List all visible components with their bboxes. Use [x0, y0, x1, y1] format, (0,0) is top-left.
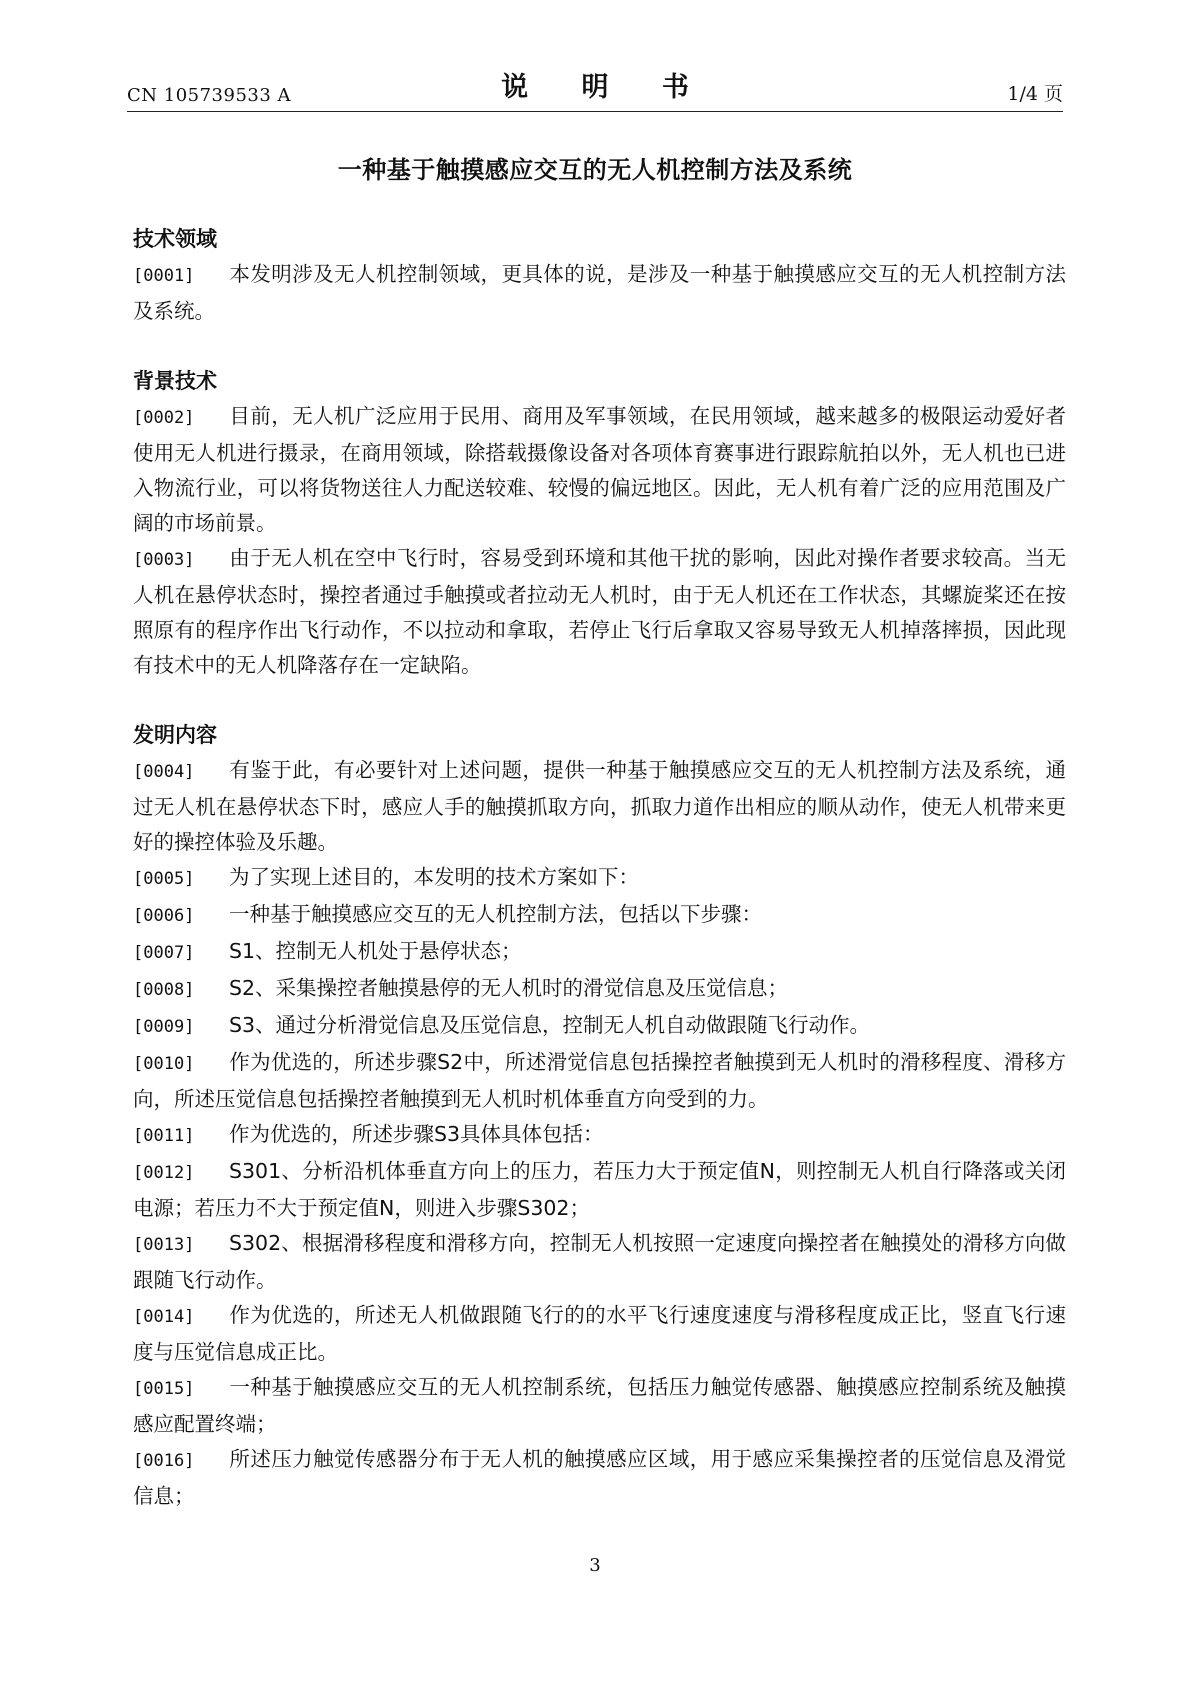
paragraph-number: [0007]	[133, 943, 195, 963]
paragraph	[133, 541, 1066, 683]
paragraph-number: [0004]	[133, 762, 195, 782]
paragraph-number: [0011]	[133, 1126, 195, 1146]
paragraph-number: [0006]	[133, 906, 195, 926]
paragraph-text: 本发明涉及无人机控制领域，更具体的说，是涉及一种基于触摸感应交互的无人机控制方法及系统。	[133, 262, 1066, 323]
section-spacer	[133, 329, 1066, 364]
paragraph-text: 一种基于触摸感应交互的无人机控制方法，包括以下步骤：	[229, 902, 762, 926]
paragraph	[133, 1298, 1066, 1370]
paragraph	[133, 399, 1066, 541]
paragraph-number: [0014]	[133, 1307, 195, 1327]
paragraph-number: [0005]	[133, 869, 195, 889]
paragraph	[133, 897, 1066, 934]
paragraph-number: [0001]	[133, 266, 195, 286]
paragraph-number: [0013]	[133, 1235, 195, 1255]
paragraph-text: 为了实现上述目的，本发明的技术方案如下：	[229, 865, 639, 889]
paragraph	[133, 1045, 1066, 1117]
paragraph-number: [0015]	[133, 1379, 195, 1399]
paragraph-text: S3、通过分析滑觉信息及压觉信息，控制无人机自动做跟随飞行动作。	[229, 1013, 871, 1037]
paragraph	[133, 257, 1066, 329]
paragraph	[133, 971, 1066, 1008]
section-heading: 发明内容	[133, 723, 217, 747]
paragraph-number: [0012]	[133, 1163, 195, 1183]
paragraph-text: 有鉴于此，有必要针对上述问题，提供一种基于触摸感应交互的无人机控制方法及系统，通过无人机在悬停状态下时，感应人手的触摸抓取方向，抓取力道作出相应的顺从动作，使无人机带来更好的操控体验及乐趣。	[133, 758, 1066, 854]
paragraph-number: [0008]	[133, 980, 195, 1000]
paragraph	[133, 1154, 1066, 1226]
paragraph	[133, 1117, 1066, 1154]
paragraph-text: 目前，无人机广泛应用于民用、商用及军事领域，在民用领域，越来越多的极限运动爱好者使用无人机进行摄录，在商用领域，除搭载摄像设备对各项体育赛事进行跟踪航拍以外，无人机也已进入物流行业，可以将货物送往人力配送较难、较慢的偏远地区。因此，无人机有着广泛的应用范围及广阔的市场前景。	[133, 404, 1066, 535]
paragraph-text: 作为优选的，所述步骤S3具体具体包括：	[229, 1122, 604, 1146]
paragraph-text: 作为优选的，所述无人机做跟随飞行的的水平飞行速度速度与滑移程度成正比，竖直飞行速度与压觉信息成正比。	[133, 1303, 1066, 1364]
paragraph-text: S1、控制无人机处于悬停状态；	[229, 939, 522, 963]
document-body	[133, 222, 1066, 1514]
publication-number: CN 105739533 A	[127, 85, 292, 106]
paragraph-text: S302、根据滑移程度和滑移方向，控制无人机按照一定速度向操控者在触摸处的滑移方向做跟随飞行动作。	[133, 1231, 1066, 1292]
document-title: 一种基于触摸感应交互的无人机控制方法及系统	[337, 156, 853, 184]
paragraph	[133, 1008, 1066, 1045]
section-heading: 技术领域	[133, 227, 217, 251]
header-divider	[127, 111, 1063, 112]
paragraph	[133, 934, 1066, 971]
section-heading: 背景技术	[133, 369, 217, 393]
paragraph	[133, 753, 1066, 860]
paragraph	[133, 860, 1066, 897]
paragraph-number: [0016]	[133, 1451, 195, 1471]
page-header	[127, 66, 1063, 112]
paragraph-text: S2、采集操控者触摸悬停的无人机时的滑觉信息及压觉信息；	[229, 976, 789, 1000]
paragraph-text: 所述压力触觉传感器分布于无人机的触摸感应区域，用于感应采集操控者的压觉信息及滑觉信息；	[133, 1447, 1066, 1508]
paragraph-text: S301、分析沿机体垂直方向上的压力，若压力大于预定值N，则控制无人机自行降落或关闭电源；若压力不大于预定值N，则进入步骤S302；	[133, 1159, 1066, 1220]
paragraph-number: [0009]	[133, 1017, 195, 1037]
document-type-title: 说 明 书	[501, 72, 711, 103]
paragraph	[133, 1442, 1066, 1514]
section-spacer	[133, 683, 1066, 718]
paragraph-text: 由于无人机在空中飞行时，容易受到环境和其他干扰的影响，因此对操作者要求较高。当无人机在悬停状态时，操控者通过手触摸或者拉动无人机时，由于无人机还在工作状态，其螺旋桨还在按照原有的程序作出飞行动作，不以拉动和拿取，若停止飞行后拿取又容易导致无人机掉落摔损，因此现有技术中的无人机降落存在一定缺陷。	[133, 546, 1066, 677]
paragraph-number: [0003]	[133, 550, 195, 570]
paragraph-number: [0002]	[133, 408, 195, 428]
page-indicator: 1/4 页	[1007, 83, 1063, 105]
paragraph-number: [0010]	[133, 1054, 195, 1074]
paragraph-text: 作为优选的，所述步骤S2中，所述滑觉信息包括操控者触摸到无人机时的滑移程度、滑移方向，所述压觉信息包括操控者触摸到无人机时机体垂直方向受到的力。	[133, 1050, 1066, 1111]
paragraph	[133, 1226, 1066, 1298]
page-number: 3	[589, 1555, 601, 1576]
paragraph-text: 一种基于触摸感应交互的无人机控制系统，包括压力触觉传感器、触摸感应控制系统及触摸感应配置终端；	[133, 1375, 1066, 1436]
paragraph	[133, 1370, 1066, 1442]
